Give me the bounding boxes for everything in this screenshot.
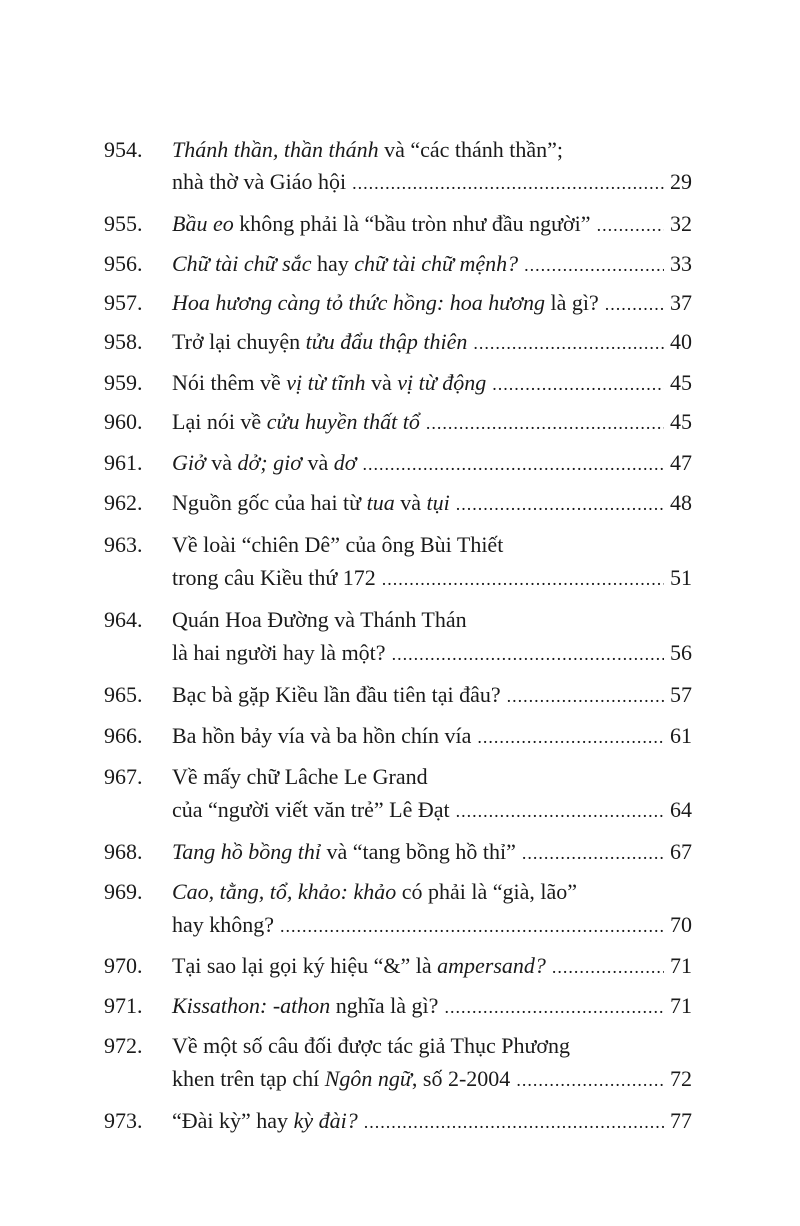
entry-title — [172, 532, 503, 557]
page-number: 45 — [670, 409, 692, 434]
title-segment: là hai người hay là một? — [172, 640, 386, 665]
entry-title — [172, 244, 518, 284]
page-number: 61 — [670, 723, 692, 748]
title-segment: hay — [311, 251, 355, 276]
entry-title — [172, 790, 450, 830]
entry-number: 961. — [104, 450, 143, 475]
entry-title-line — [172, 905, 692, 945]
entry-number: 965. — [104, 682, 143, 707]
title-italic-segment: Ngôn ngữ — [324, 1066, 412, 1091]
page-number: 70 — [670, 912, 692, 937]
dot-leader — [552, 947, 664, 987]
entry-number: 970. — [104, 953, 143, 978]
entry-title — [172, 764, 428, 789]
title-segment: Lại nói về — [172, 409, 267, 434]
dot-leader — [382, 559, 664, 599]
dot-leader — [507, 676, 664, 716]
title-segment: có phải là “già, lão” — [396, 879, 578, 904]
entry-title — [172, 162, 346, 202]
title-segment: , số 2-2004 — [411, 1066, 511, 1091]
title-segment: và — [301, 450, 334, 475]
title-segment: khen trên tạp chí — [172, 1066, 325, 1091]
dot-leader — [522, 833, 664, 873]
entry-title-line — [172, 790, 692, 830]
title-segment: của “người viết văn trẻ” Lê Đạt — [172, 797, 450, 822]
dot-leader — [444, 987, 664, 1027]
entry-title — [172, 986, 438, 1026]
title-italic-segment: tửu đẩu thập thiên — [305, 329, 468, 354]
title-italic-segment: Bầu eo — [172, 211, 234, 236]
entry-number: 968. — [104, 839, 143, 864]
title-italic-segment: ampersand? — [437, 953, 546, 978]
dot-leader — [426, 403, 664, 443]
page-number: 56 — [670, 640, 692, 665]
page-number: 29 — [670, 169, 692, 194]
entry-number: 969. — [104, 879, 143, 904]
title-segment: và — [365, 370, 398, 395]
title-segment: Quán Hoa Đường và Thánh Thán — [172, 607, 467, 632]
title-segment: Về mấy chữ Lâche Le Grand — [172, 764, 428, 789]
page-number: 40 — [670, 329, 692, 354]
entry-title — [172, 633, 386, 673]
title-italic-segment: Hoa hương càng tỏ thức hồng: hoa hương — [172, 290, 545, 315]
entry-title — [172, 483, 450, 523]
entry-number: 959. — [104, 370, 143, 395]
entry-title-line — [172, 402, 692, 442]
entry-number: 954. — [104, 137, 143, 162]
entry-title-line — [172, 986, 692, 1026]
dot-leader — [456, 484, 664, 524]
title-italic-segment: kỳ đài? — [293, 1108, 358, 1133]
dot-leader — [364, 1102, 664, 1142]
entry-number: 962. — [104, 490, 143, 515]
title-segment: và “các thánh thần”; — [378, 137, 564, 162]
dot-leader — [524, 245, 664, 285]
entry-number: 972. — [104, 1033, 143, 1058]
entry-title — [172, 137, 563, 162]
entry-title-line — [172, 558, 692, 598]
dot-leader — [456, 791, 664, 831]
entry-number: 958. — [104, 329, 143, 354]
page-number: 32 — [670, 211, 692, 236]
title-italic-segment: Giở — [172, 450, 206, 475]
title-italic-segment: Cao, tằng, tổ, khảo: khảo — [172, 879, 397, 904]
title-italic-segment: chữ tài chữ mệnh? — [354, 251, 519, 276]
entry-number: 967. — [104, 764, 143, 789]
entry-title — [172, 1033, 570, 1058]
entry-title-line — [172, 443, 692, 483]
title-segment: trong câu Kiều thứ 172 — [172, 565, 376, 590]
entry-number: 964. — [104, 607, 143, 632]
page-number: 77 — [670, 1108, 692, 1133]
entry-title — [172, 1059, 510, 1099]
entry-title-line — [172, 946, 692, 986]
entry-title — [172, 607, 467, 632]
page-number: 72 — [670, 1066, 692, 1091]
title-italic-segment: vị từ tĩnh — [286, 370, 366, 395]
dot-leader — [605, 284, 664, 324]
dot-leader — [352, 163, 664, 203]
dot-leader — [492, 364, 664, 404]
entry-title-line — [172, 675, 692, 715]
title-segment: và “tang bồng hồ thỉ” — [320, 839, 516, 864]
entry-title-line — [172, 363, 692, 403]
dot-leader — [516, 1060, 664, 1100]
entry-title-line — [172, 633, 692, 673]
entry-number: 955. — [104, 211, 143, 236]
entry-title — [172, 558, 376, 598]
dot-leader — [362, 444, 664, 484]
title-segment: nghĩa là gì? — [330, 993, 439, 1018]
dot-leader — [392, 634, 664, 674]
entry-title — [172, 283, 599, 323]
page-number: 45 — [670, 370, 692, 395]
entry-title — [172, 322, 467, 362]
title-segment: và — [394, 490, 427, 515]
title-italic-segment: dở; giơ — [237, 450, 302, 475]
title-italic-segment: Thánh thần, thần thánh — [172, 137, 379, 162]
title-segment: Tại sao lại gọi ký hiệu “&” là — [172, 953, 438, 978]
entry-title — [172, 905, 274, 945]
entry-title — [172, 675, 501, 715]
entry-number: 957. — [104, 290, 143, 315]
title-segment: Về một số câu đối được tác giả Thục Phương — [172, 1033, 571, 1058]
dot-leader — [473, 323, 664, 363]
title-italic-segment: tua — [366, 490, 395, 515]
entry-title — [172, 1101, 358, 1141]
entry-number: 966. — [104, 723, 143, 748]
entry-title — [172, 832, 516, 872]
page-number: 47 — [670, 450, 692, 475]
entry-title-line — [172, 162, 692, 202]
dot-leader — [280, 906, 664, 946]
entry-title — [172, 716, 471, 756]
title-segment: là gì? — [544, 290, 599, 315]
page-number: 64 — [670, 797, 692, 822]
title-segment: Nói thêm về — [172, 370, 287, 395]
entry-title-line — [172, 716, 692, 756]
page-number: 71 — [670, 993, 692, 1018]
entry-title — [172, 204, 591, 244]
entry-number: 971. — [104, 993, 143, 1018]
entry-title — [172, 402, 420, 442]
title-segment: Ba hồn bảy vía và ba hồn chín vía — [172, 723, 472, 748]
title-segment: và — [205, 450, 238, 475]
entry-number: 973. — [104, 1108, 143, 1133]
entry-number: 963. — [104, 532, 143, 557]
dot-leader — [477, 717, 664, 757]
title-italic-segment: Chữ tài chữ sắc — [172, 251, 312, 276]
title-segment: Nguồn gốc của hai từ — [172, 490, 367, 515]
entry-number: 956. — [104, 251, 143, 276]
page-number: 67 — [670, 839, 692, 864]
title-segment: không phải là “bầu tròn như đầu người” — [233, 211, 591, 236]
entry-title — [172, 363, 486, 403]
entry-title — [172, 879, 577, 904]
entry-number: 960. — [104, 409, 143, 434]
title-italic-segment: tụi — [426, 490, 450, 515]
title-segment: Trở lại chuyện — [172, 329, 306, 354]
page-number: 37 — [670, 290, 692, 315]
title-italic-segment: vị từ động — [397, 370, 487, 395]
page-number: 48 — [670, 490, 692, 515]
dot-leader — [597, 205, 664, 245]
entry-title — [172, 946, 546, 986]
entry-title — [172, 443, 356, 483]
entry-title-line — [172, 832, 692, 872]
title-segment: “Đài kỳ” hay — [172, 1108, 294, 1133]
entry-title-line — [172, 1101, 692, 1141]
title-segment: Bạc bà gặp Kiều lần đầu tiên tại đâu? — [172, 682, 501, 707]
entry-title-line — [172, 322, 692, 362]
entry-title-line — [172, 244, 692, 284]
entry-title-line — [172, 204, 692, 244]
page-number: 57 — [670, 682, 692, 707]
page-number: 71 — [670, 953, 692, 978]
page-number: 51 — [670, 565, 692, 590]
title-segment: Về loài “chiên Dê” của ông Bùi Thiết — [172, 532, 504, 557]
title-italic-segment: cửu huyền thất tổ — [266, 409, 420, 434]
title-segment: nhà thờ và Giáo hội — [172, 169, 347, 194]
entry-title-line — [172, 1059, 692, 1099]
title-segment: hay không? — [172, 912, 275, 937]
entry-title-line — [172, 283, 692, 323]
entry-title-line — [172, 483, 692, 523]
title-italic-segment: Tang hồ bồng thỉ — [172, 839, 321, 864]
title-italic-segment: Kissathon: -athon — [172, 993, 331, 1018]
page-number: 33 — [670, 251, 692, 276]
title-italic-segment: dơ — [333, 450, 357, 475]
